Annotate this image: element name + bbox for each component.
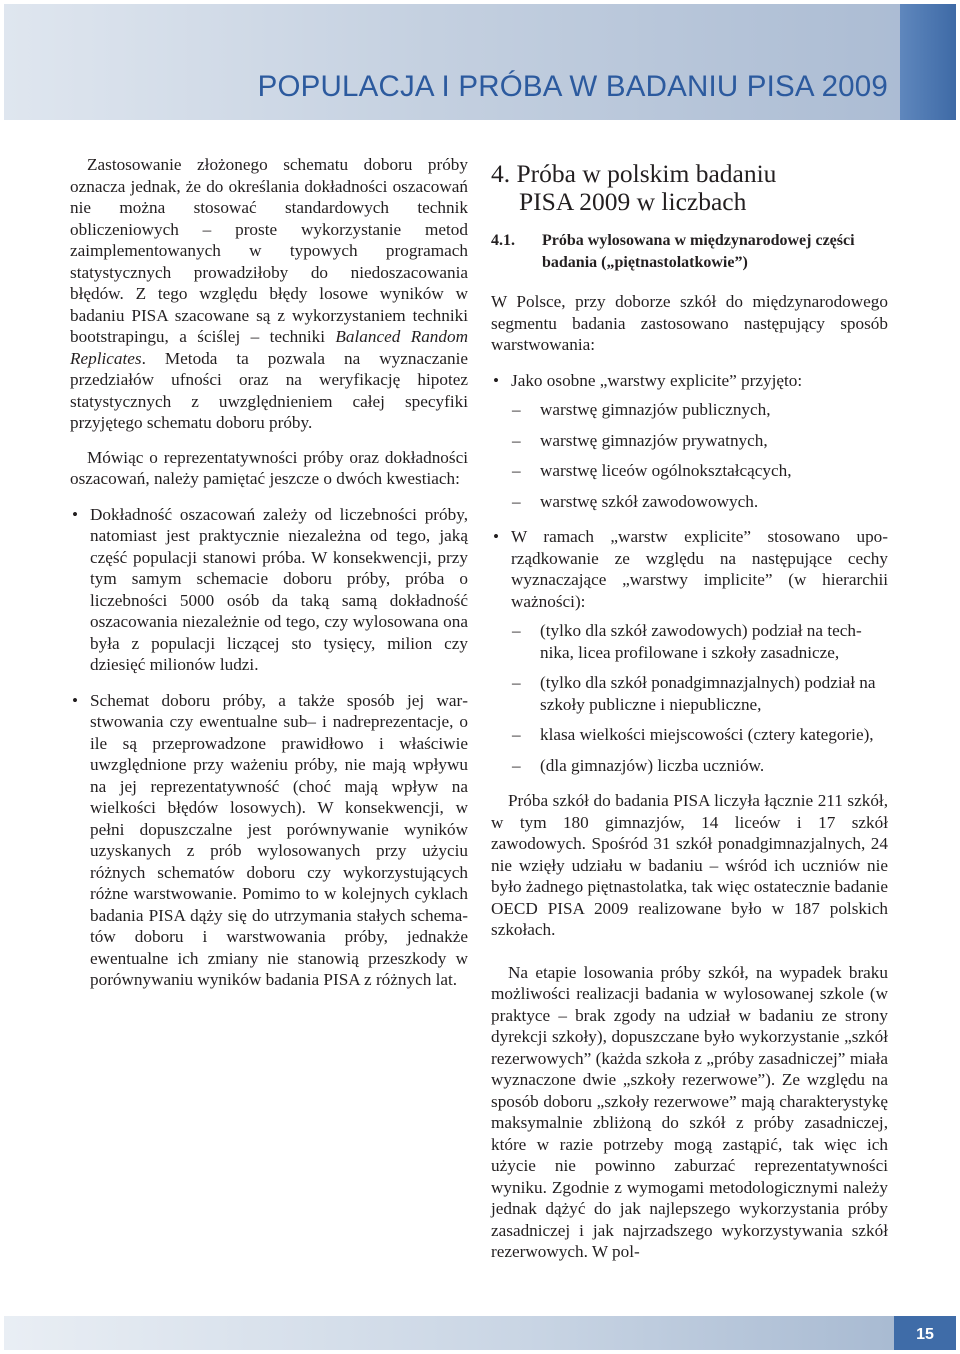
- page-number: 15: [894, 1316, 956, 1350]
- paragraph-error-estimation: [70, 154, 468, 434]
- bullet-list: [70, 504, 468, 991]
- subsection-number: 4.1.: [491, 232, 515, 249]
- dash-item: – klasa wielkości miejscowości (cztery kategorie),: [511, 724, 888, 746]
- section-heading-line: PISA 2009 w liczbach: [519, 187, 747, 216]
- dash-item: – (dla gimnazjów) liczba uczniów.: [511, 755, 888, 777]
- header-accent-bar: [900, 4, 956, 120]
- subsection-title: Próba wylosowana w międzynarodowej części badania („piętnastolatkowie”): [542, 232, 855, 271]
- dash-item: – warstwę gimnazjów publicznych,: [511, 399, 888, 421]
- left-column: [70, 154, 468, 1005]
- paragraph-school-sample: Próba szkół do badania PISA liczyła łącznie 211 szkół, w tym 180 gimnazjów, 14 liceów i 17 szkół zawodowych. Spośród 31 szkół ponadgimnazjalnych, 24 nie wzięły udziału w badaniu – wśród ich uczniów nie było żadnego piętnastolatka, tak więc ostatecznie badanie OECD PISA 2009 realizowane było w 187 polskich szkołach.: [491, 791, 888, 939]
- section-heading-line: 4. Próba w polskim badaniu: [491, 159, 777, 188]
- dash-item: – (tylko dla szkół ponadgimnazjalnych) podział na szkoły publiczne i niepubliczne,: [511, 672, 888, 715]
- footer-band: [4, 1316, 956, 1350]
- dash-item: – warstwę gimnazjów prywatnych,: [511, 430, 888, 452]
- dash-item: – warstwę liceów ogólnokształcących,: [511, 460, 888, 482]
- stratification-list: [491, 370, 888, 777]
- bullet-item: • Schemat doboru próby, a także sposób jej warstwowania czy ewentualne sub– i nadreprezentacje, o ile są przeprowadzone prawidłowo i właściwie uwzględnione przy ważeniu próby, nie mają wpływu na jej reprezentatywność (choć mają wpływ na wielkości błędów losowych). W konsekwencji, w pełni dopuszczalne jest porównywanie wyników uzyskanych z prób wylosowanych przy użyciu różnych schematów doboru czy wykorzystujących różne warstwowanie. Pomimo to w kolejnych cyklach badania PISA dąży się do utrzymania stałych schematów doboru i warstwowania próby, jednakże ewentualne ich zmiany nie stanowią przeszkody w porównywaniu wyników badania PISA z różnych lat.: [70, 690, 468, 991]
- bullet-text: Jako osobne „warstwy explicite” przyjęto:: [511, 370, 803, 390]
- section-heading: [491, 160, 888, 216]
- dash-item: – (tylko dla szkół zawodowych) podział na technika, licea profilowane i szkoły zasadnicze,: [511, 620, 888, 663]
- technique-name: Balanced Random Replicates: [70, 327, 468, 368]
- paragraph-text: . Metoda ta pozwala na wyznaczanie przedziałów ufności oraz na weryfikację hipotez statystycznych z uwzględnieniem całej specyfiki przyjętego schematu doboru próby.: [70, 348, 468, 432]
- bullet-item: • Dokładność oszacowań zależy od liczebności próby, natomiast jest praktycznie niezależna od tego, jaką część populacji stanowi próba. W konsekwencji, przy tym samym schemacie doboru próby, próba o liczebności 5000 osób da taką samą dokładność oszacowania niezależnie od tego, czy wylosowana ona była z populacji liczącej sto tysięcy, milion czy dziesięć milionów ludzi.: [70, 504, 468, 676]
- paragraph-reserve-schools: Na etapie losowania próby szkół, na wypadek braku możliwości realizacji badania w wylosowanej szkole (w praktyce – brak zgody na udział w badaniu ze strony dyrekcji szkoły), dopuszczane było wykorzystanie „szkół rezerwowych” (każda szkoła z „próby zasadniczej” miała wyznaczone dwie „szkoły rezerwowe”). Ze względu na sposób doboru „szkoły rezerwowe” mają charakterystykę maksymalnie zbliżoną do szkół z próby zasadniczej, które w razie potrzeby mogą zastąpić, tak więc ich użycie nie powinno zaburzać reprezentatywności wyniku. Zgodnie z wymogami metodologicznymi należy jednak dążyć do jak najlepszego wykorzystania próby zasadniczej i jak najrzadszego wykorzystywania szkół rezerwowych. W pol-: [491, 962, 888, 1261]
- bullet-item: [491, 370, 888, 513]
- implicit-strata-list: [511, 620, 888, 776]
- dash-item: – warstwę szkół zawodowowych.: [511, 491, 888, 513]
- right-column: [491, 160, 888, 1263]
- paragraph-representativeness: Mówiąc o reprezentatywności próby oraz dokładności oszacowań, należy pamiętać jeszcze o dwóch kwestiach:: [70, 447, 468, 488]
- explicit-strata-list: [511, 399, 888, 512]
- bullet-item: [491, 526, 888, 776]
- subsection-heading: [491, 230, 888, 273]
- paragraph-stratification-intro: W Polsce, przy doborze szkół do międzynarodowego segmentu badania zastosowano następujący sposób warstwowania:: [491, 292, 888, 354]
- page-title: POPULACJA I PRÓBA W BADANIU PISA 2009: [257, 70, 888, 103]
- bullet-text: W ramach „warstw explicite” stosowano uporządkowanie ze względu na następujące cechy wyznaczające „warstwy implicite” (w hierarchii ważności):: [511, 527, 888, 611]
- paragraph-text: Zastosowanie złożonego schematu doboru próby oznacza jednak, że do określania dokładności oszacowań nie można stosować standardowych technik obliczeniowych – proste wykorzystanie metod zaimplementowanych w typowych programach statystycznych prowadziłoby do niedoszacowania błędów. Z tego względu błędy losowe wyników w badaniu PISA szacowane są z wykorzystaniem techniki bootstrapingu, a ściślej – techniki: [70, 155, 468, 346]
